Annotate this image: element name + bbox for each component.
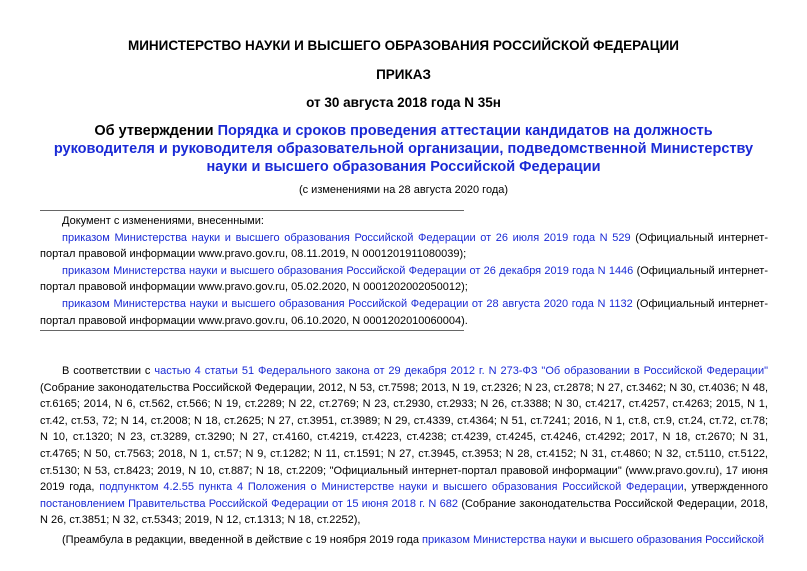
document-title bbox=[50, 122, 757, 176]
ministry-heading: МИНИСТЕРСТВО НАУКИ И ВЫСШЕГО ОБРАЗОВАНИЯ РОССИЙСКОЙ ФЕДЕРАЦИИ bbox=[127, 38, 680, 53]
amendment-item bbox=[40, 230, 768, 263]
preamble-paragraph bbox=[40, 363, 768, 529]
law-link[interactable]: частью 4 статьи 51 Федерального закона от 29 декабря 2012 г. N 273-ФЗ "Об образовании в Российской Федерации" bbox=[154, 365, 769, 377]
amendment-item bbox=[40, 296, 768, 329]
amendment-source: (Официальный интернет-портал правовой информации www.pravo.gov.ru, 08.11.2019, N 0001201911080039); bbox=[40, 231, 768, 261]
amendment-item bbox=[40, 263, 768, 296]
amendment-source: (Официальный интернет-портал правовой информации www.pravo.gov.ru, 06.10.2020, N 0001202010060004). bbox=[40, 297, 768, 327]
regulation-link[interactable]: подпунктом 4.2.55 пункта 4 Положения о Министерстве науки и высшего образования Российской Федерации bbox=[99, 481, 684, 494]
main-text bbox=[40, 363, 768, 549]
amendment-link[interactable]: приказом Министерства науки и высшего образования Российской Федерации от 26 декабря 2019 года N 1446 bbox=[62, 264, 634, 277]
preamble-approved: , утвержденного bbox=[683, 481, 769, 494]
title-link[interactable]: Порядка и сроков проведения аттестации кандидатов на должность руководителя и руководителя образовательной организации, подведомственной Министерству науки и высшего образования Российской Федерации bbox=[53, 123, 754, 175]
amendments-block bbox=[40, 213, 768, 329]
changes-note: (с изменениями на 28 августа 2020 года) bbox=[298, 184, 509, 196]
edition-note-start: (Преамбула в редакции, введенной в действие с 19 ноября 2019 года bbox=[62, 533, 423, 546]
title-prefix: Об утверждении bbox=[94, 123, 218, 139]
doc-date-number: от 30 августа 2018 года N 35н bbox=[306, 95, 501, 110]
edition-note-link[interactable]: приказом Министерства науки и высшего образования Российской bbox=[422, 533, 765, 546]
top-divider bbox=[40, 210, 464, 211]
amendment-link[interactable]: приказом Министерства науки и высшего образования Российской Федерации от 28 августа 2020 года N 1132 bbox=[62, 297, 633, 310]
edition-note-paragraph bbox=[40, 532, 768, 549]
resolution-link[interactable]: постановлением Правительства Российской Федерации от 15 июня 2018 г. N 682 bbox=[40, 497, 458, 510]
preamble-citations: (Собрание законодательства Российской Федерации, 2012, N 53, ст.7598; 2013, N 19, ст.2326; N 23, ст.2878; N 27, ст.3462; N 30, ст.4036; N 48, ст.6165; 2014, N 6, ст.562, ст.566; N 19, ст.2289; N 22, ст.2769; N 23, ст.2930, ст.2933; N 26, ст.3388; N 30, ст.4217, ст.4257, ст.4263; 2015, N 1, ст.42, ст.53, 72; N 14, ст.2008; N 18, ст.2625; N 27, ст.3951, ст.3989; N 29, ст.4339, ст.4364; N 51, ст.7241; 2016, N 1, ст.8, ст.9, ст.24, ст.72, ст.78; N 10, ст.1320; N 23, ст.3289, ст.3290; N 27, ст.4160, ст.4219, ст.4223, ст.4238; ст.4239, ст.4245, ст.4246, ст.4292; 2017, N 18, ст.2670; N 31, ст.4765; N 50, ст.7563; 2018, N 1, ст.57; N 9, ст.1282; N 11, ст.1591; N 27, ст.3945, ст.3953; N 28, ст.4152; N 31, ст.4860; N 32, ст.5110, ст.5122, ст.5130; N 53, ст.8423; 2019, N 10, ст.887; N 18, ст.2209; "Официальный интернет-портал правовой информации" (www.pravo.gov.ru), 17 июня 2019 года, bbox=[40, 381, 769, 494]
bottom-divider bbox=[40, 330, 464, 331]
preamble-end: (Собрание законодательства Российской Федерации, 2018, N 26, ст.3851; N 32, ст.5343; 2019, N 12, ст.1313; N 18, ст.2252), bbox=[40, 497, 768, 527]
doc-type-heading: ПРИКАЗ bbox=[376, 67, 431, 82]
amendments-intro: Документ с изменениями, внесенными: bbox=[62, 215, 264, 227]
amendment-link[interactable]: приказом Министерства науки и высшего образования Российской Федерации от 26 июля 2019 года N 529 bbox=[62, 231, 631, 244]
preamble-start: В соответствии с bbox=[62, 365, 155, 377]
amendment-source: (Официальный интернет-портал правовой информации www.pravo.gov.ru, 05.02.2020, N 0001202002050012); bbox=[40, 264, 768, 294]
